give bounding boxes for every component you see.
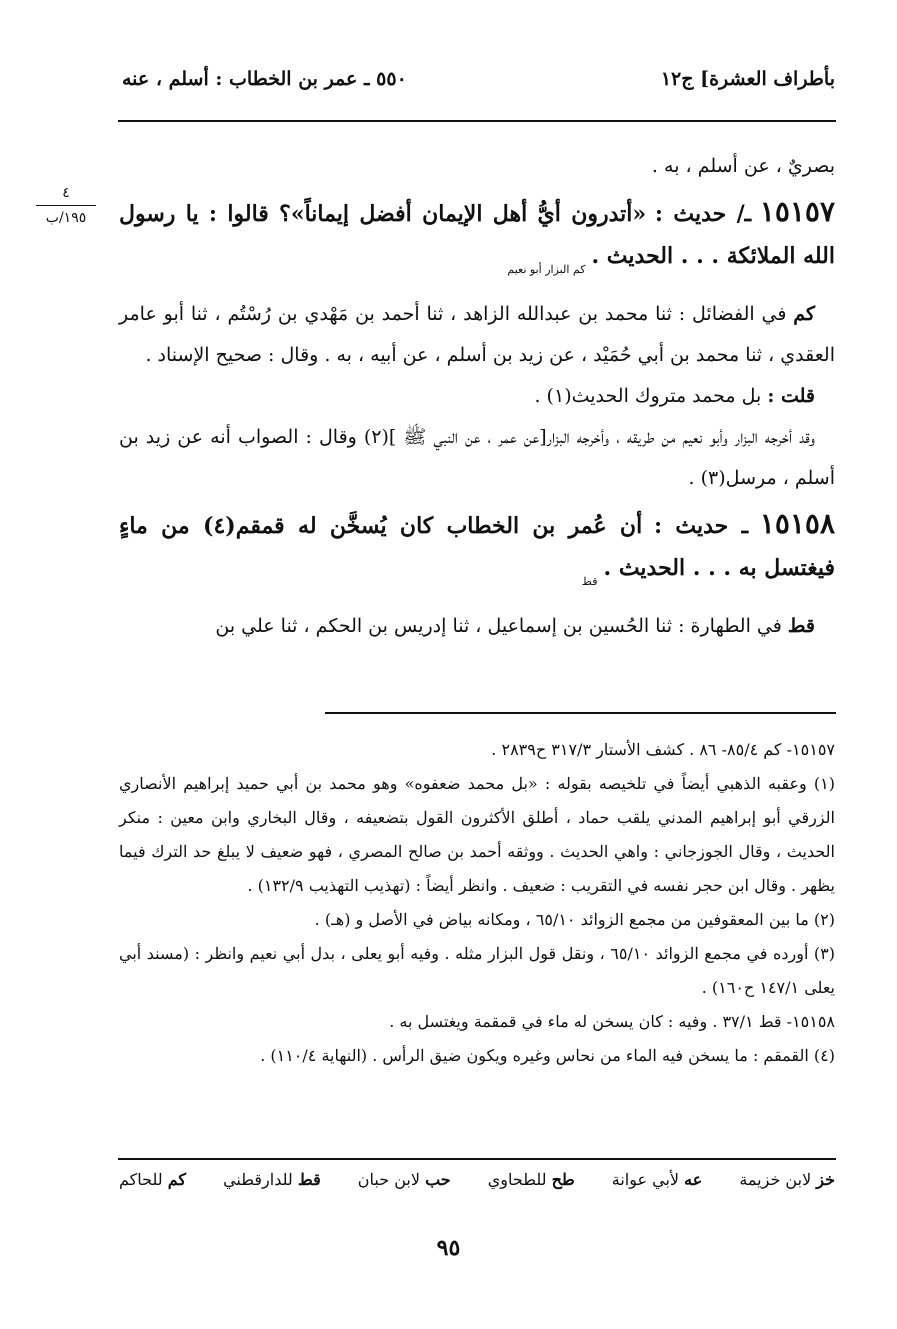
header-rule bbox=[118, 120, 836, 122]
footnote-line: (٤) القمقم : ما يسخن فيه الماء من نحاس وغيره ويكون ضيق الرأس . (النهاية ١١٠/٤) . bbox=[260, 1046, 835, 1065]
source-code: كم bbox=[793, 303, 815, 325]
isnad-qat bbox=[119, 606, 835, 647]
footnote-line: ١٥١٥٧- كم ٨٥/٤- ٨٦ . كشف الأستار ٣١٧/٣ ح٢٨٣٩ . bbox=[491, 740, 835, 759]
source-code: قط bbox=[787, 615, 815, 637]
footnote-line: (٢) ما بين المعقوفين من مجمع الزوائد ٦٥/١٠ ، ومكانه بياض في الأصل و (هـ) . bbox=[314, 910, 835, 929]
continuation-line: بصريٌ ، عن أسلم ، به . bbox=[651, 155, 835, 177]
hadith-number: ١٥١٥٨ bbox=[759, 507, 835, 540]
footnote-line: ١٥١٥٨- قط ٣٧/١ . وفيه : كان يسخن له ماء في قمقمة ويغتسل به . bbox=[389, 1012, 835, 1031]
qultu-paragraph bbox=[119, 376, 835, 417]
hadith-15157 bbox=[119, 191, 835, 290]
folio-numerator: ٤ bbox=[62, 185, 70, 201]
abbreviation-legend bbox=[119, 1170, 835, 1189]
folio-fraction-rule bbox=[36, 205, 96, 206]
isnad-text: في الطهارة : ثنا الحُسين بن إسماعيل ، ثنا إدريس بن الحكم ، ثنا علي بن bbox=[215, 615, 782, 637]
footnote-line: (٣) أورده في مجمع الزوائد ٦٥/١٠ ، ونقل قول البزار مثله . وفيه أبو يعلى ، بدل أبي نعيم وانظر : (مسند أبي يعلى ١٤٧/١ ح١٦٠) . bbox=[119, 944, 835, 997]
takhrij-paragraph: وقد أخرجه البزار وأبو نعيم من طريقه ، وأخرجه البزار[عن عمر ، عن النبي ﷺ ](٢) وقال : الصواب أنه عن زيد بن أسلم ، مرسل(٣) . bbox=[119, 426, 835, 489]
running-header-volume: بأطراف العشرة] ج١٢ bbox=[660, 68, 835, 90]
abbrev-item: قط للدارقطني bbox=[223, 1170, 321, 1189]
footnotes bbox=[119, 733, 835, 1073]
hadith-sigla: قط bbox=[581, 575, 598, 588]
qultu-text: بل محمد متروك الحديث(١) . bbox=[534, 385, 762, 407]
footnote-rule bbox=[325, 712, 836, 714]
abbrev-item: خز لابن خزيمة bbox=[739, 1170, 835, 1189]
isnad-kam bbox=[119, 294, 835, 376]
hadith-sigla: كم البزار أبو نعيم bbox=[507, 263, 586, 276]
footnote-line: (١) وعقبه الذهبي أيضاً في تلخيصه بقوله : «بل محمد ضعفوه» وهو محمد بن أبي حميد إبراهيم الأنصاري الزرقي أبو إبراهيم المدني يلقب حماد ، أطلق الأكثرون القول بتضعيفه ، وقال البخاري وابن معين : منكر الحديث ، وقال الجوزجاني : واهي الحديث . ووثقه أحمد بن صالح المصري ، فهو ضعيف لا يبلغ حد الترك فيما يظهر . وقال ابن حجر نفسه في التقريب : ضعيف . وانظر أيضاً : (تهذيب التهذيب ١٣٢/٩) . bbox=[119, 774, 836, 895]
manuscript-folio-note bbox=[28, 185, 104, 226]
abbrev-item: عه لأبي عوانة bbox=[611, 1170, 703, 1189]
running-header-section: ٥٥٠ ـ عمر بن الخطاب : أسلم ، عنه bbox=[122, 68, 407, 90]
isnad-text: في الفضائل : ثنا محمد بن عبدالله الزاهد ، ثنا أحمد بن مَهْدي بن رُسْتُم ، ثنا أبو عامر العقدي ، ثنا محمد بن أبي حُمَيْد ، عن زيد بن أسلم ، عن أبيه ، به . وقال : صحيح الإسناد . bbox=[119, 303, 835, 366]
hadith-matn: «أتدرون أيُّ أهل الإيمان أفضل إيماناً»؟ قالوا : يا رسول الله الملائكة . . . الحديث . bbox=[119, 201, 835, 269]
folio-denominator: ١٩٥/ب bbox=[45, 210, 87, 226]
abbrev-item: كم للحاكم bbox=[119, 1170, 187, 1189]
abbrev-item: حب لابن حبان bbox=[357, 1170, 451, 1189]
hadith-label: ـ/ حديث : bbox=[654, 201, 752, 227]
page-number: ٩٥ bbox=[436, 1235, 461, 1261]
abbreviation-rule bbox=[118, 1158, 836, 1160]
hadith-matn: أن عُمر بن الخطاب كان يُسخَّن له قمقم(٤) من ماءٍ فيغتسل به . . . الحديث . bbox=[119, 513, 835, 581]
hadith-label: ـ حديث : bbox=[653, 513, 749, 539]
qultu-label: قلت : bbox=[767, 385, 815, 407]
abbrev-item: طح للطحاوي bbox=[487, 1170, 575, 1189]
main-text bbox=[119, 146, 835, 647]
hadith-number: ١٥١٥٧ bbox=[759, 195, 835, 228]
hadith-15158 bbox=[119, 503, 835, 602]
